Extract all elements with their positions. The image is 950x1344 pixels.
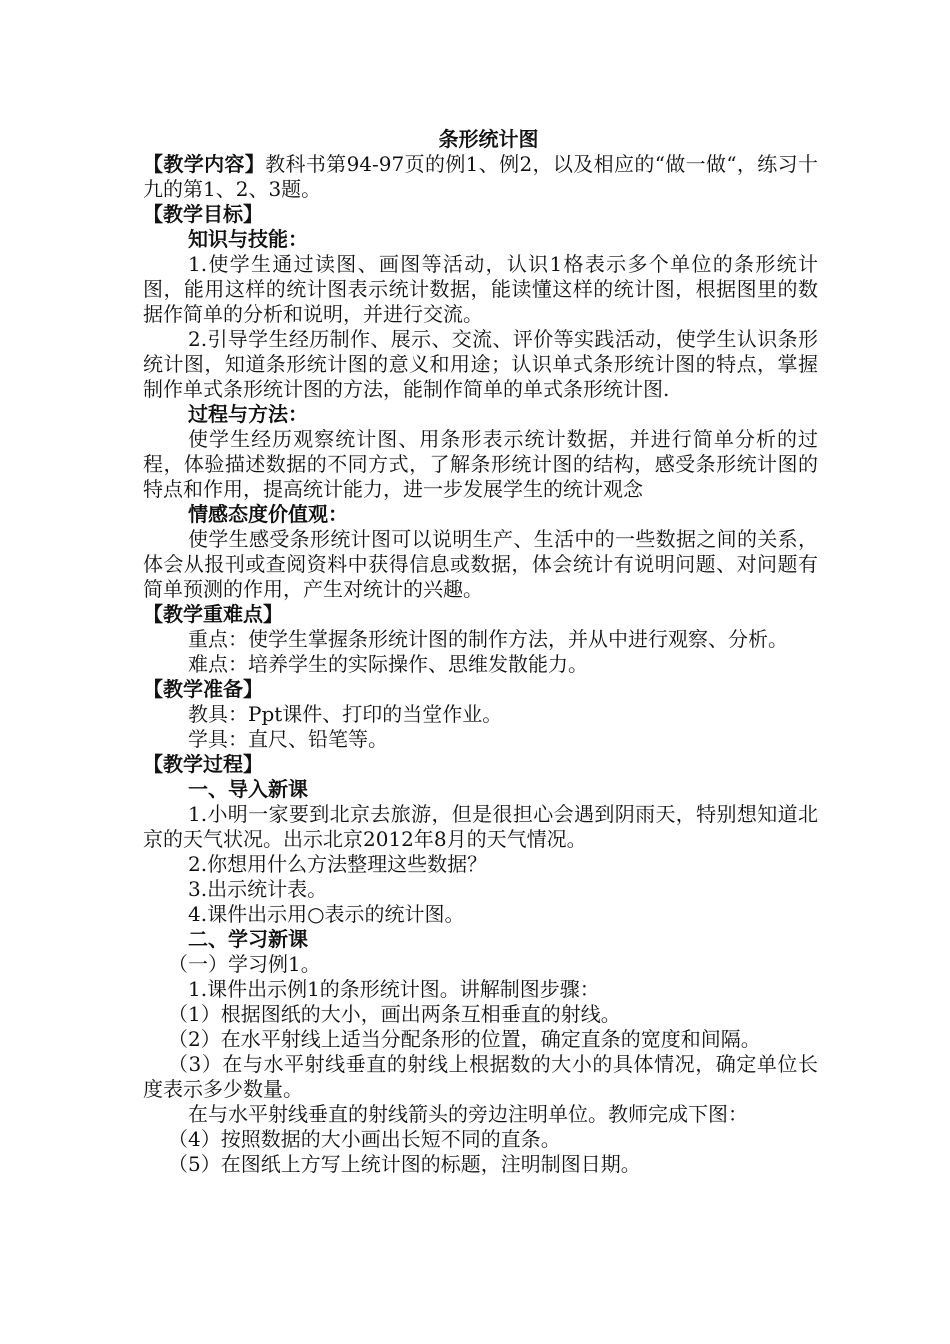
step-3: （3）在与水平射线垂直的射线上根据数的大小的具体情况，确定单位长度表示多少数量。 (143, 1052, 818, 1101)
key-point-text: 重点：使学生掌握条形统计图的制作方法，并从中进行观察、分析。 (188, 627, 788, 651)
difficult-point-text: 难点：培养学生的实际操作、思维发散能力。 (188, 652, 588, 676)
process-heading: 【教学过程】 (143, 752, 263, 776)
preparation-heading: 【教学准备】 (143, 677, 263, 701)
step-2: （2）在水平射线上适当分配条形的位置，确定直条的宽度和间隔。 (168, 1027, 761, 1051)
step-5: （5）在图纸上方写上统计图的标题，注明制图日期。 (168, 1152, 641, 1176)
step-4: （4）按照数据的大小画出长短不同的直条。 (168, 1127, 561, 1151)
part1-item-2: 2.你想用什么方法整理这些数据？ (188, 852, 488, 876)
part1-heading: 一、导入新课 (188, 777, 308, 801)
knowledge-item-1: 1.使学生通过读图、画图等活动，认识1格表示多个单位的条形统计图，能用这样的统计图表示统计数据，能读懂这样的统计图，根据图里的数据作简单的分析和说明，并进行交流。 (143, 252, 818, 326)
process-method-text: 使学生经历观察统计图、用条形表示统计数据，并进行简单分析的过程，体验描述数据的不同方式，了解条形统计图的结构，感受条形统计图的特点和作用，提高统计能力，进一步发展学生的统计观念 (143, 427, 818, 501)
process-method-heading: 过程与方法： (188, 402, 308, 426)
emotion-heading: 情感态度价值观： (188, 502, 348, 526)
knowledge-heading: 知识与技能： (188, 227, 308, 251)
emotion-text: 使学生感受条形统计图可以说明生产、生活中的一些数据之间的关系，体会从报刊或查阅资料中获得信息或数据，体会统计有说明问题、对问题有简单预测的作用，产生对统计的兴趣。 (143, 527, 818, 601)
student-tools: 学具：直尺、铅笔等。 (188, 727, 388, 751)
content-heading: 【教学内容】 (143, 152, 266, 176)
part1-item-1: 1.小明一家要到北京去旅游，但是很担心会遇到阴雨天，特别想知道北京的天气状况。出示北京2012年8月的天气情况。 (143, 802, 818, 851)
content-text: 教科书第94-97页的例1、例2，以及相应的“做一做“，练习十九的第1、2、3题。 (143, 152, 819, 201)
sub-section-1: （一）学习例1。 (168, 952, 321, 976)
part1-item-4: 4.课件出示用○表示的统计图。 (188, 902, 465, 926)
teacher-tools: 教具：Ppt课件、打印的当堂作业。 (188, 702, 503, 726)
part2-heading: 二、学习新课 (188, 927, 308, 951)
objectives-heading: 【教学目标】 (143, 202, 263, 226)
part2-item-1: 1.课件出示例1的条形统计图。讲解制图步骤： (188, 977, 600, 1001)
knowledge-item-2: 2.引导学生经历制作、展示、交流、评价等实践活动，使学生认识条形统计图，知道条形统计图的意义和用途；认识单式条形统计图的特点，掌握制作单式条形统计图的方法，能制作简单的单式条形统计图. (143, 327, 818, 401)
document-page (143, 127, 818, 1177)
step-1: （1）根据图纸的大小，画出两条互相垂直的射线。 (168, 1002, 621, 1026)
document-title: 条形统计图 (438, 127, 539, 151)
step-3-note: 在与水平射线垂直的射线箭头的旁边注明单位。教师完成下图： (188, 1102, 748, 1126)
content-paragraph (143, 152, 818, 202)
part1-item-3: 3.出示统计表。 (188, 877, 328, 901)
key-points-heading: 【教学重难点】 (143, 602, 283, 626)
